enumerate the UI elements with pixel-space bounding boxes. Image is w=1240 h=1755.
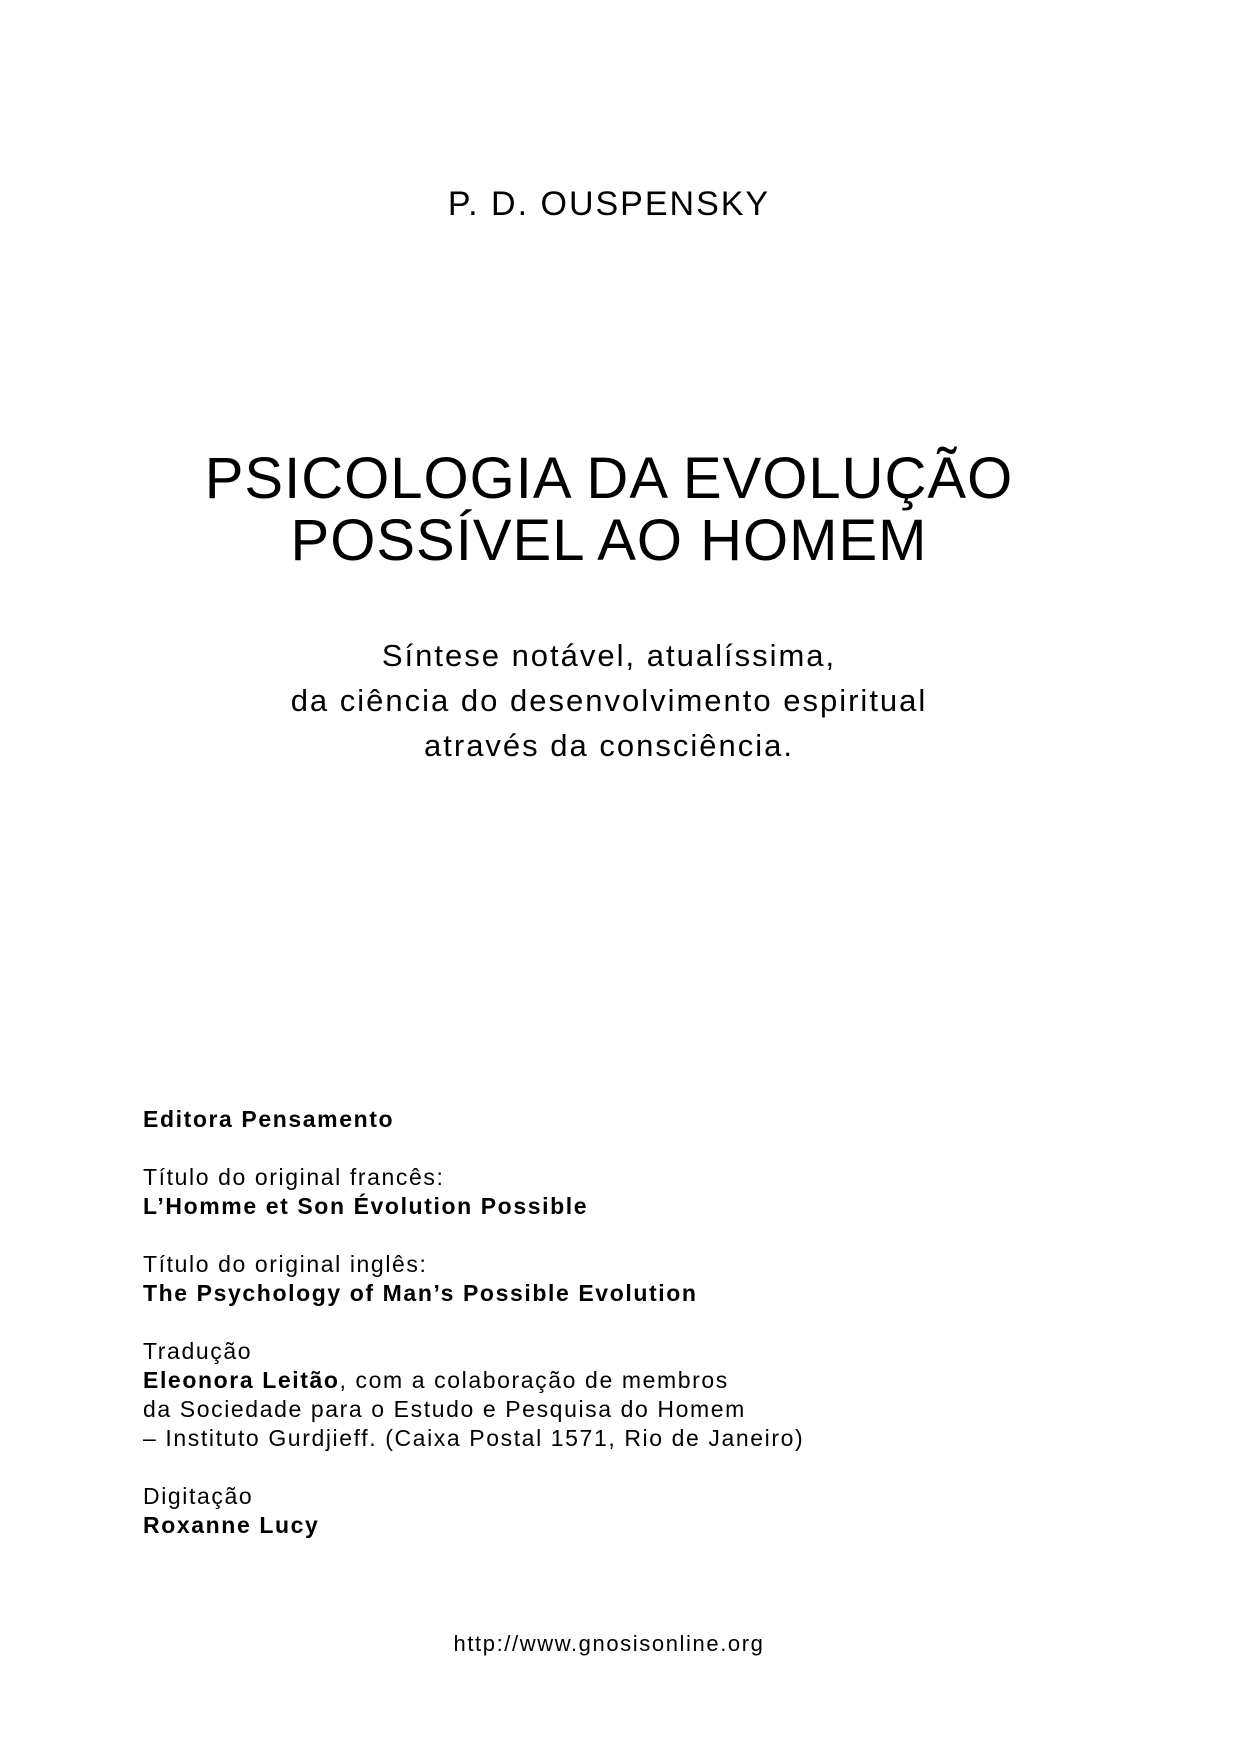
author-name: P. D. OUSPENSKY: [447, 185, 771, 223]
translation-group: [143, 1337, 1075, 1453]
subtitle-line-1: Síntese notável, atualíssima,: [381, 638, 837, 673]
typing-group: [143, 1482, 1075, 1540]
french-title: L’Homme et Son Évolution Possible: [143, 1193, 589, 1219]
title-page: [143, 0, 1075, 1657]
footer: [143, 1630, 1075, 1657]
english-title-label: Título do original inglês:: [143, 1251, 428, 1277]
subtitle-line-2: da ciência do desenvolvimento espiritual: [290, 683, 928, 718]
translation-label: Tradução: [143, 1338, 253, 1364]
translator-name: Eleonora Leitão: [143, 1367, 340, 1393]
book-title-line-2: POSSÍVEL AO HOMEM: [290, 508, 928, 573]
subtitle-line-3: através da consciência.: [424, 728, 794, 763]
book-title: [143, 448, 1075, 572]
translator-collaboration-text: , com a colaboração de membros: [339, 1367, 729, 1393]
book-title-line-1: PSICOLOGIA DA EVOLUÇÃO: [204, 446, 1014, 511]
original-english-title-group: [143, 1250, 1075, 1308]
publisher-name: Editora Pensamento: [143, 1106, 395, 1132]
footer-url: http://www.gnosisonline.org: [453, 1631, 765, 1656]
french-title-label: Título do original francês:: [143, 1164, 445, 1190]
original-french-title-group: [143, 1163, 1075, 1221]
publisher-line: [143, 1105, 1075, 1134]
credits-block: [143, 1105, 1075, 1540]
english-title: The Psychology of Man’s Possible Evolution: [143, 1280, 698, 1306]
translation-line-2: da Sociedade para o Estudo e Pesquisa do Homem: [143, 1396, 746, 1422]
translation-line-3: – Instituto Gurdjieff. (Caixa Postal 1571, Rio de Janeiro): [143, 1425, 805, 1451]
book-subtitle: [143, 633, 1075, 768]
typist-name: Roxanne Lucy: [143, 1512, 320, 1538]
typing-label: Digitação: [143, 1483, 254, 1509]
